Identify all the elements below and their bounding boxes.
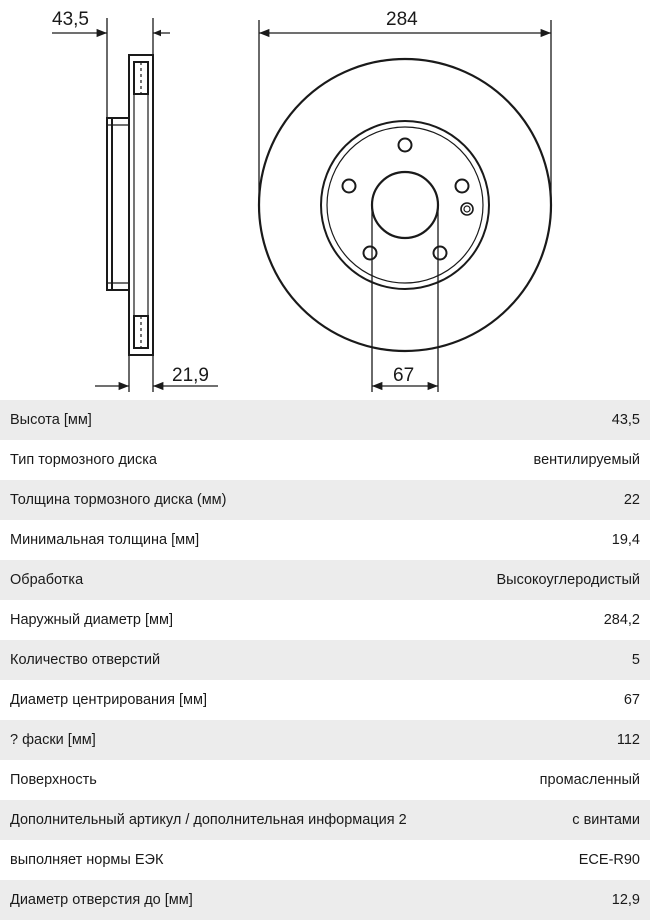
specs-table	[0, 400, 650, 920]
spec-row-ece-norm	[0, 840, 650, 880]
dim-height-text: 43,5	[52, 9, 89, 30]
technical-drawing	[0, 0, 650, 400]
spec-row-outer-diameter	[0, 600, 650, 640]
hub-side-outline	[107, 118, 129, 290]
spec-row-additional-info	[0, 800, 650, 840]
spec-label: Наружный диаметр [мм]	[10, 612, 174, 628]
spec-label: Высота [мм]	[10, 412, 92, 428]
spec-value: 12,9	[611, 892, 640, 908]
spec-row-min-thickness	[0, 520, 650, 560]
spec-value: 22	[623, 492, 640, 508]
spec-label: Минимальная толщина [мм]	[10, 532, 200, 548]
spec-value: 5	[631, 652, 640, 668]
bolt-hole	[343, 180, 356, 193]
center-bore-circle	[372, 172, 438, 238]
spec-value: 19,4	[611, 532, 640, 548]
spec-label: Количество отверстий	[10, 652, 161, 668]
spec-row-hole-diameter	[0, 880, 650, 920]
spec-value: промасленный	[539, 772, 640, 788]
outer-disc-circle	[259, 59, 551, 351]
spec-value: 284,2	[603, 612, 640, 628]
spec-label: выполняет нормы ЕЭК	[10, 852, 164, 868]
spec-label: Диаметр центрирования [мм]	[10, 692, 208, 708]
spec-value: Высокоуглеродистый	[496, 572, 640, 588]
spec-value: с винтами	[572, 812, 640, 828]
spec-value: 43,5	[611, 412, 640, 428]
spec-value: 67	[623, 692, 640, 708]
front-view	[259, 59, 551, 351]
spec-label: ? фаски [мм]	[10, 732, 96, 748]
spec-label: Дополнительный артикул / дополнительная информация 2	[10, 812, 407, 828]
spec-label: Диаметр отверстия до [мм]	[10, 892, 193, 908]
spec-label: Толщина тормозного диска (мм)	[10, 492, 227, 508]
spec-row-hole-count	[0, 640, 650, 680]
dim-thickness-text: 21,9	[172, 365, 209, 386]
spec-label: Поверхность	[10, 772, 97, 788]
spec-row-disc-thickness	[0, 480, 650, 520]
spec-label: Тип тормозного диска	[10, 452, 157, 468]
dim-outer-diameter-text: 284	[386, 9, 418, 30]
brake-disc-drawing	[0, 0, 650, 400]
bolt-hole	[434, 247, 447, 260]
bolt-hole	[399, 139, 412, 152]
hat-inner-circle	[327, 127, 483, 283]
spec-value: вентилируемый	[533, 452, 640, 468]
spec-value: 112	[616, 732, 640, 748]
spec-row-chamfer	[0, 720, 650, 760]
spec-row-height	[0, 400, 650, 440]
hat-outer-circle	[321, 121, 489, 289]
side-view	[107, 55, 153, 355]
spec-label: Обработка	[10, 572, 84, 588]
disc-side-outline	[129, 55, 153, 355]
spec-row-centering-diameter	[0, 680, 650, 720]
dim-center-bore-text: 67	[393, 365, 415, 386]
screw-hole	[461, 203, 473, 215]
spec-value: ECE-R90	[578, 852, 640, 868]
spec-row-disc-type	[0, 440, 650, 480]
bolt-hole	[364, 247, 377, 260]
bolt-hole	[456, 180, 469, 193]
spec-row-surface	[0, 760, 650, 800]
spec-row-processing	[0, 560, 650, 600]
